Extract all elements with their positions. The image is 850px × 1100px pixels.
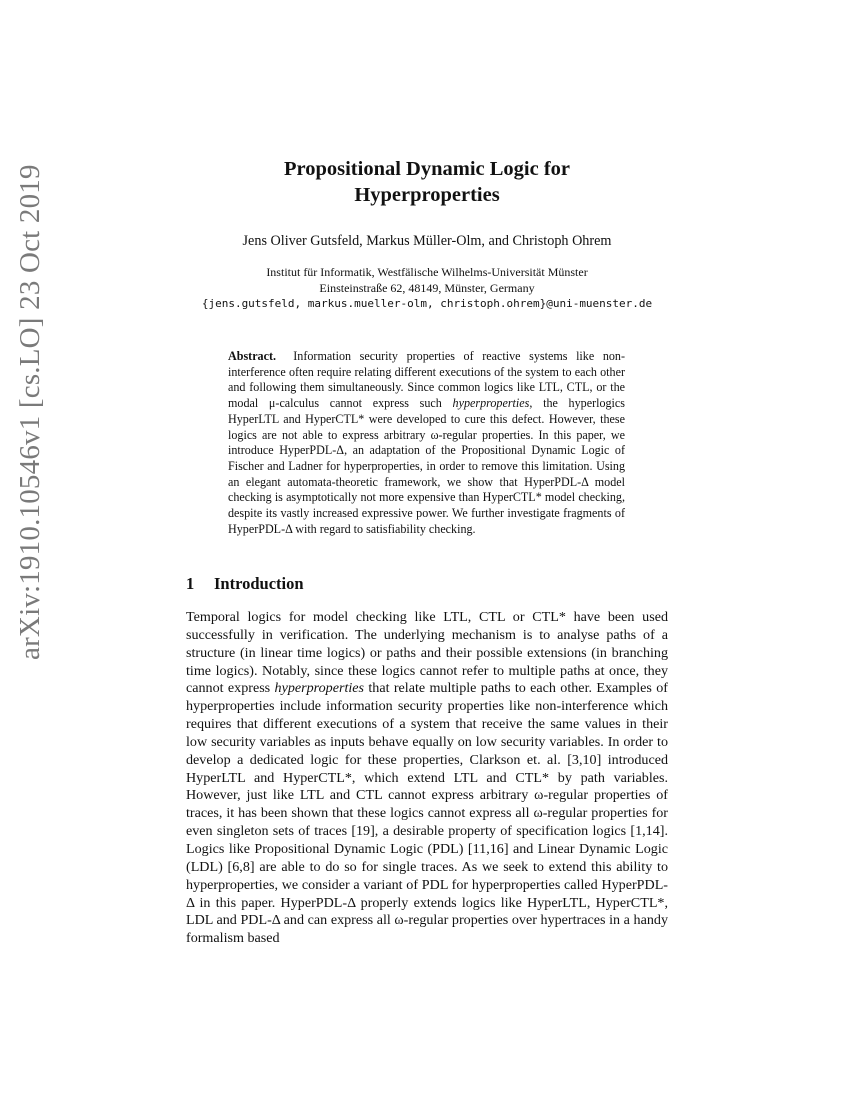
abstract-text-part-2: , the hyperlogics HyperLTL and HyperCTL* were developed to cure this defect. However, these logics are not able to express arbitrary ω-regular properties. In this paper, we introduce HyperPDL-Δ, an adaptation of the Propositional Dynamic Logic of Fischer and Ladner for hyperproperties, in order to remove this limitation. Using an elegant automata-theoretic framework, we show that HyperPDL-Δ model checking is asymptotically not more expensive than HyperCTL* model checking, despite its vastly increased expressive power. We further investigate fragments of HyperPDL-Δ with regard to satisfiability checking. xyxy=(228,396,625,536)
affiliation-address: Einsteinstraße 62, 48149, Münster, Germany xyxy=(319,281,535,295)
abstract xyxy=(228,349,625,537)
affiliation-institute: Institut für Informatik, Westfälische Wilhelms-Universität Münster xyxy=(266,265,588,279)
affiliation-block xyxy=(180,264,674,312)
abstract-emphasis: hyperproperties xyxy=(452,396,530,411)
paper-title xyxy=(180,156,674,208)
abstract-text-part-1: Information security properties of reactive systems like non-interference often require relating different executions of the system to each other and following them simultaneously. Since common logics like LTL, CTL, or the modal μ-calculus cannot express such xyxy=(228,349,625,411)
author-emails: {jens.gutsfeld, markus.mueller-olm, christoph.ohrem}@uni-muenster.de xyxy=(201,297,653,310)
intro-text-part-1: Temporal logics for model checking like LTL, CTL or CTL* have been used successfully in verification. The underlying mechanism is to analyse paths of a structure (in linear time logics) or paths and their possible extensions (in branching time logics). Notably, since these logics cannot refer to multiple paths at once, they cannot express xyxy=(186,609,668,697)
arxiv-identifier-stamp: arXiv:1910.10546v1 [cs.LO] 23 Oct 2019 xyxy=(14,164,46,660)
introduction-paragraph xyxy=(186,609,668,948)
section-title: Introduction xyxy=(214,574,304,593)
paper-title-line-2: Hyperproperties xyxy=(354,184,500,206)
paper-title-line-1: Propositional Dynamic Logic for xyxy=(283,158,571,180)
section-number: 1 xyxy=(186,574,195,593)
intro-text-part-2: that relate multiple paths to each other. Examples of hyperproperties include information security properties like non-interference which requires that different executions of a system that receive the same values in their low security variables as inputs behave equally on low security variables. In order to develop a dedicated logic for these properties, Clarkson et. al. [3,10] introduced HyperLTL and HyperCTL*, which extend LTL and CTL* by path variables. However, just like LTL and CTL cannot express arbitrary ω-regular properties of traces, it has been shown that these logics cannot express all ω-regular properties for even singleton sets of traces [19], a desirable property of specification logics [1,14]. Logics like Propositional Dynamic Logic (PDL) [11,16] and Linear Dynamic Logic (LDL) [6,8] are able to do so for single traces. As we seek to extend this ability to hyperproperties, we consider a variant of PDL for hyperproperties called HyperPDL-Δ in this paper. HyperPDL-Δ properly extends logics like HyperLTL, HyperCTL*, LDL and PDL-Δ and can express all ω-regular properties over hypertraces in a handy formalism based xyxy=(186,680,668,947)
section-heading-introduction xyxy=(186,574,304,594)
intro-emphasis: hyperproperties xyxy=(274,680,365,697)
author-list: Jens Oliver Gutsfeld, Markus Müller-Olm, and Christoph Ohrem xyxy=(242,233,612,249)
abstract-label: Abstract. xyxy=(228,349,277,363)
